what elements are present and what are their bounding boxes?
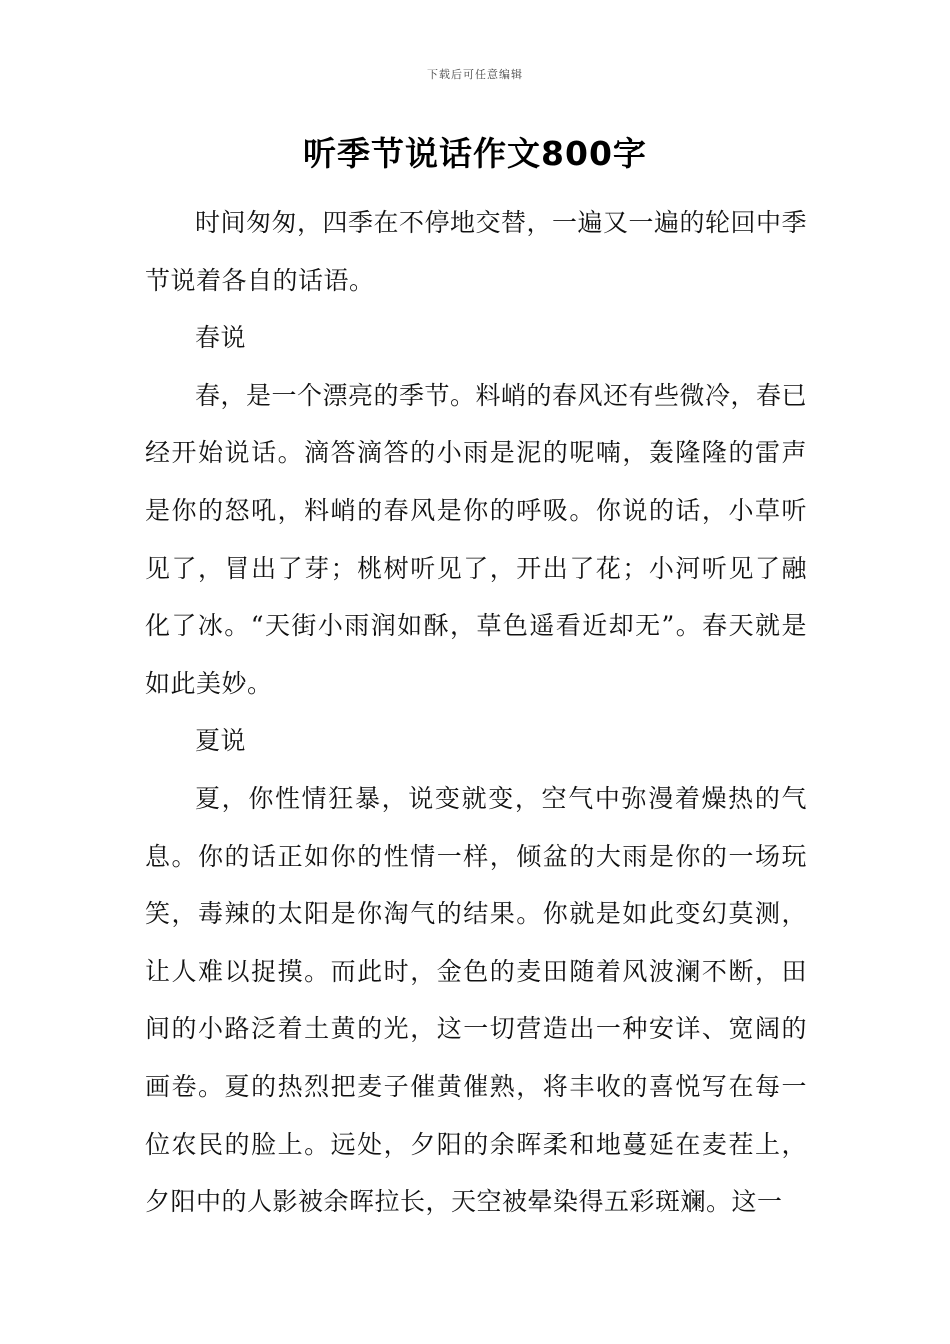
paragraph-intro: 时间匆匆，四季在不停地交替，一遍又一遍的轮回中季节说着各自的话语。 — [145, 208, 808, 295]
section-heading-spring: 春说 — [195, 323, 247, 353]
section-heading-summer: 夏说 — [195, 726, 247, 756]
header-note: 下载后可任意编辑 — [427, 68, 523, 81]
paragraph-summer: 夏，你性情狂暴，说变就变，空气中弥漫着燥热的气息。你的话正如你的性情一样，倾盆的大雨是你的一场玩笑，毒辣的太阳是你淘气的结果。你就是如此变幻莫测，让人难以捉摸。而此时，金色的麦田随着风波澜不断，田间的小路泛着土黄的光，这一切营造出一种安详、宽阔的画卷。夏的热烈把麦子催黄催熟，将丰收的喜悦写在每一位农民的脸上。远处，夕阳的余晖柔和地蔓延在麦茬上，夕阳中的人影被余晖拉长，天空被晕染得五彩斑斓。这一 — [145, 783, 807, 1217]
paragraph-spring: 春，是一个漂亮的季节。料峭的春风还有些微冷，春已经开始说话。滴答滴答的小雨是泥的呢喃，轰隆隆的雷声是你的怒吼，料峭的春风是你的呼吸。你说的话，小草听见了，冒出了芽；桃树听见了，开出了花；小河听见了融化了冰。“天街小雨润如酥，草色遥看近却无”。春天就是如此美妙。 — [145, 380, 808, 698]
essay-body — [145, 194, 807, 1231]
document-title: 听季节说话作文800字 — [303, 134, 647, 173]
